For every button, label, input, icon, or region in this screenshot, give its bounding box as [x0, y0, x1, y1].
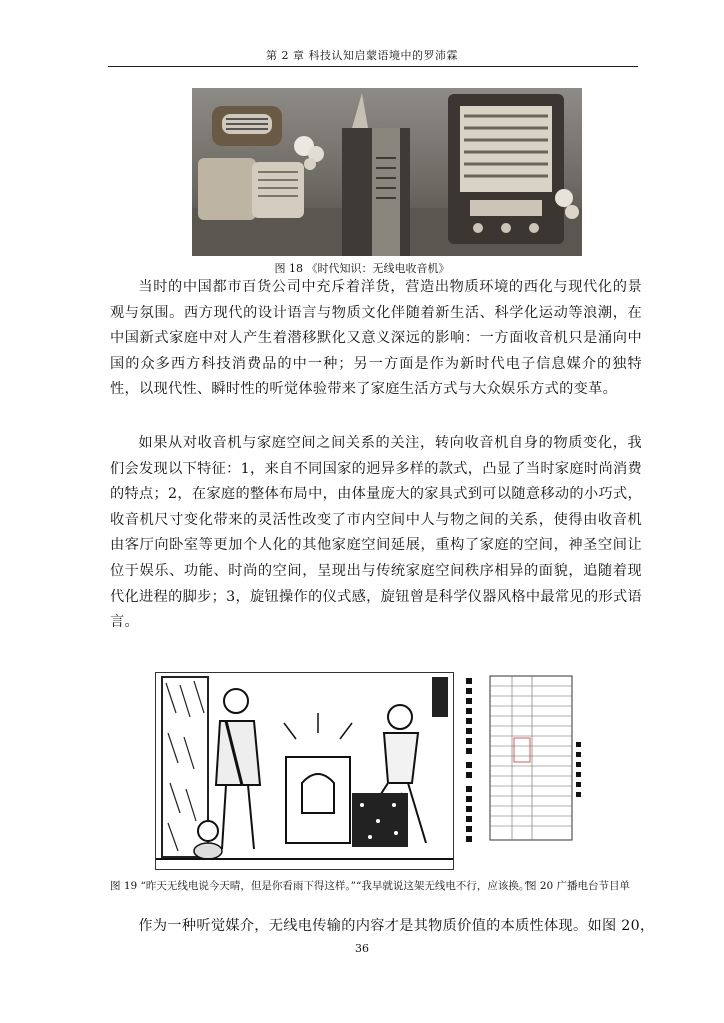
- radio-middle-tower: [342, 93, 410, 256]
- page-number: 36: [355, 942, 369, 955]
- figure-19-cartoon: [155, 672, 454, 870]
- radio-left-back: [212, 106, 282, 146]
- paragraph-1: 当时的中国都市百货公司中充斥着洋货，营造出物质环境的西化与现代化的景观与氛围。西方现代的设计语言与物质文化伴随着新生活、科学化运动等浪潮，在中国新式家庭中对人产生着潜移默化又意义深远的影响：一方面收音机只是涌向中国的众多西方科技消费品的中一种；另一方面是作为新时代电子信息媒介的独特性，以现代性、瞬时性的听觉体验带来了家庭生活方式与大众娱乐方式的变革。: [110, 279, 642, 398]
- figure-19-caption: 图 19 “昨天无线电说今天晴，但是你看雨下得这样。”“我早就说这架无线电不行，应该换。”: [110, 880, 530, 892]
- figure-20-program-schedule: [460, 672, 585, 868]
- figure-18-radio-photo: [192, 88, 582, 256]
- figure-18-caption: 图 18 《时代知识：无线电收音机》: [274, 262, 450, 275]
- paragraph-2: 如果从对收音机与家庭空间之间关系的关注，转向收音机自身的物质变化，我们会发现以下特征：1，来自不同国家的迥异多样的款式，凸显了当时家庭时尚消费的特点；2，在家庭的整体布局中，由体量庞大的家具式到可以随意移动的小巧式，收音机尺寸变化带来的灵活性改变了市内空间中人与物之间的关系，使得由收音机由客厅向卧室等更加个人化的其他家庭空间延展，重构了家庭的空间，神圣空间让位于娱乐、功能、时尚的空间，呈现出与传统家庭空间秩序相异的面貌，追随着现代化进程的脚步；3，旋钮操作的仪式感，旋钮曾是科学仪器风格中最常见的形式语言。: [110, 435, 642, 631]
- radio-left-front: [198, 158, 304, 220]
- radio-right-cabinet: [448, 94, 564, 244]
- figure-20-caption: 图 20 广播电台节目单: [526, 880, 631, 892]
- running-header: 第 2 章 科技认知启蒙语境中的罗沛霖: [266, 49, 458, 62]
- paragraph-3: 作为一种听觉媒介，无线电传输的内容才是其物质价值的本质性体现。如图 20，: [138, 918, 655, 934]
- header-rule: [108, 66, 638, 67]
